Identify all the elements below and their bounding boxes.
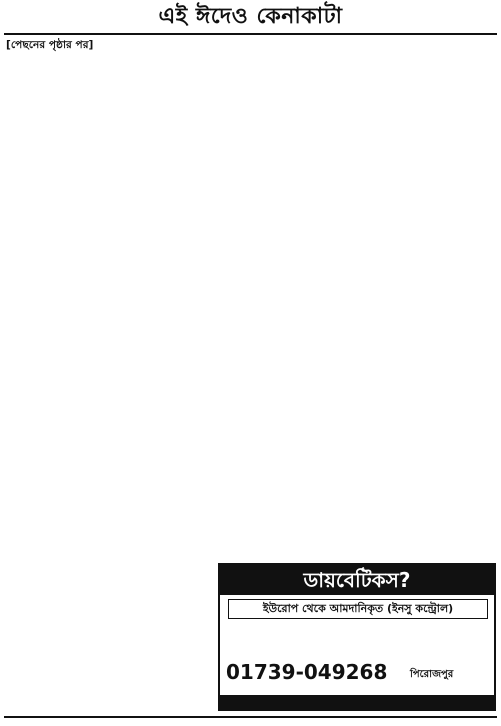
article-lead: [পেছনের পৃষ্ঠার পর] [6, 39, 94, 51]
ad-place: পিরোজপুর [410, 669, 454, 680]
ad-title: ডায়বেটিকস? [220, 565, 494, 595]
page-bottom-rule [4, 716, 497, 718]
ad-footer [220, 695, 494, 709]
headline-rule [4, 33, 497, 35]
article-continuation [6, 562, 214, 712]
page-headline: এই ঈদেও কেনাকাটা [158, 4, 343, 29]
diabetes-advertisement [218, 563, 496, 711]
article-body [6, 38, 495, 558]
article-paragraph [6, 38, 495, 53]
ad-subtitle: ইউরোপ থেকে আমদানিকৃত (ইনসু কন্ট্রোল) [228, 599, 488, 619]
ad-phone: 01739-049268 [226, 660, 388, 684]
